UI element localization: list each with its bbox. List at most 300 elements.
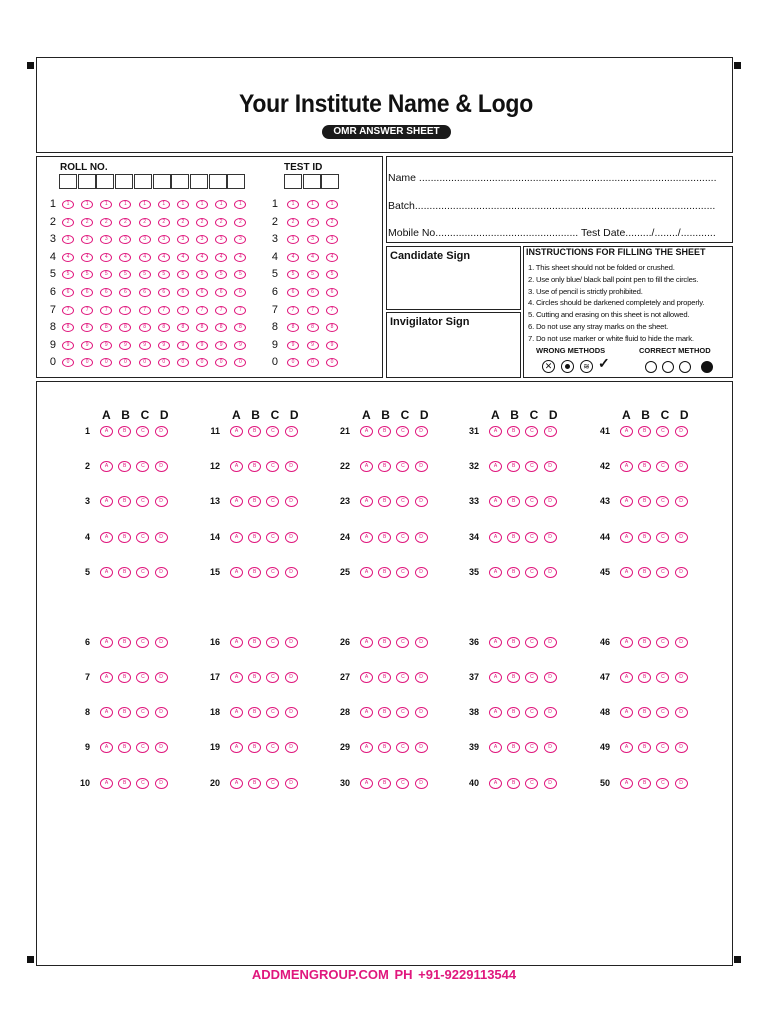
test-id-bubble[interactable]: 4 [326, 253, 338, 262]
test-id-bubble[interactable]: 4 [287, 253, 299, 262]
answer-bubble[interactable]: A [489, 532, 502, 543]
answer-bubble[interactable]: B [638, 742, 651, 753]
roll-bubble[interactable]: 6 [196, 288, 208, 297]
answer-bubble[interactable]: B [248, 637, 261, 648]
answer-bubble[interactable]: C [266, 496, 279, 507]
answer-bubble[interactable]: A [100, 567, 113, 578]
answer-bubble[interactable]: D [544, 461, 557, 472]
roll-bubble[interactable]: 6 [139, 288, 151, 297]
answer-bubble[interactable]: C [266, 778, 279, 789]
answer-bubble[interactable]: C [656, 672, 669, 683]
answer-bubble[interactable]: D [675, 707, 688, 718]
answer-bubble[interactable]: A [620, 567, 633, 578]
answer-bubble[interactable]: C [656, 461, 669, 472]
test-id-bubble[interactable]: 7 [307, 306, 319, 315]
roll-bubble[interactable]: 9 [119, 341, 131, 350]
test-id-bubble[interactable]: 8 [307, 323, 319, 332]
test-id-bubble[interactable]: 9 [326, 341, 338, 350]
answer-bubble[interactable]: B [378, 778, 391, 789]
roll-bubble[interactable]: 9 [158, 341, 170, 350]
test-id-bubble[interactable]: 4 [307, 253, 319, 262]
roll-bubble[interactable]: 9 [234, 341, 246, 350]
roll-bubble[interactable]: 4 [196, 253, 208, 262]
roll-entry-cell[interactable] [190, 174, 208, 189]
roll-bubble[interactable]: 4 [177, 253, 189, 262]
answer-bubble[interactable]: C [266, 742, 279, 753]
answer-bubble[interactable]: C [136, 778, 149, 789]
roll-bubble[interactable]: 3 [62, 235, 74, 244]
roll-bubble[interactable]: 9 [62, 341, 74, 350]
roll-bubble[interactable]: 1 [100, 200, 112, 209]
answer-bubble[interactable]: A [230, 426, 243, 437]
answer-bubble[interactable]: C [525, 567, 538, 578]
answer-bubble[interactable]: C [266, 461, 279, 472]
answer-bubble[interactable]: C [656, 426, 669, 437]
roll-bubble[interactable]: 2 [234, 218, 246, 227]
answer-bubble[interactable]: D [544, 707, 557, 718]
roll-bubble[interactable]: 0 [177, 358, 189, 367]
roll-bubble[interactable]: 7 [100, 306, 112, 315]
answer-bubble[interactable]: B [507, 672, 520, 683]
answer-bubble[interactable]: C [396, 637, 409, 648]
answer-bubble[interactable]: A [360, 637, 373, 648]
answer-bubble[interactable]: D [675, 637, 688, 648]
answer-bubble[interactable]: A [489, 742, 502, 753]
test-id-bubble[interactable]: 1 [287, 200, 299, 209]
roll-bubble[interactable]: 3 [119, 235, 131, 244]
answer-bubble[interactable]: D [155, 496, 168, 507]
roll-bubble[interactable]: 2 [119, 218, 131, 227]
roll-bubble[interactable]: 2 [158, 218, 170, 227]
roll-bubble[interactable]: 0 [62, 358, 74, 367]
roll-entry-cell[interactable] [209, 174, 227, 189]
answer-bubble[interactable]: A [489, 637, 502, 648]
answer-bubble[interactable]: B [638, 637, 651, 648]
answer-bubble[interactable]: D [544, 742, 557, 753]
roll-bubble[interactable]: 8 [158, 323, 170, 332]
roll-bubble[interactable]: 2 [139, 218, 151, 227]
test-id-bubble[interactable]: 3 [307, 235, 319, 244]
answer-bubble[interactable]: C [266, 707, 279, 718]
roll-bubble[interactable]: 4 [81, 253, 93, 262]
roll-bubble[interactable]: 2 [62, 218, 74, 227]
answer-bubble[interactable]: C [396, 742, 409, 753]
answer-bubble[interactable]: A [620, 426, 633, 437]
answer-bubble[interactable]: A [230, 567, 243, 578]
roll-bubble[interactable]: 1 [139, 200, 151, 209]
roll-bubble[interactable]: 5 [158, 270, 170, 279]
answer-bubble[interactable]: D [675, 426, 688, 437]
answer-bubble[interactable]: D [285, 707, 298, 718]
answer-bubble[interactable]: D [544, 532, 557, 543]
roll-bubble[interactable]: 6 [100, 288, 112, 297]
roll-bubble[interactable]: 1 [158, 200, 170, 209]
roll-bubble[interactable]: 9 [139, 341, 151, 350]
answer-bubble[interactable]: D [285, 567, 298, 578]
answer-bubble[interactable]: B [378, 567, 391, 578]
answer-bubble[interactable]: A [489, 426, 502, 437]
answer-bubble[interactable]: B [507, 426, 520, 437]
roll-bubble[interactable]: 5 [81, 270, 93, 279]
test-id-bubble[interactable]: 0 [307, 358, 319, 367]
roll-entry-cell[interactable] [171, 174, 189, 189]
answer-bubble[interactable]: A [360, 532, 373, 543]
roll-bubble[interactable]: 2 [81, 218, 93, 227]
roll-entry-cell[interactable] [153, 174, 171, 189]
roll-bubble[interactable]: 4 [100, 253, 112, 262]
answer-bubble[interactable]: C [656, 778, 669, 789]
answer-bubble[interactable]: B [507, 778, 520, 789]
test-id-bubble[interactable]: 0 [287, 358, 299, 367]
answer-bubble[interactable]: D [285, 496, 298, 507]
answer-bubble[interactable]: D [544, 567, 557, 578]
roll-bubble[interactable]: 4 [119, 253, 131, 262]
roll-entry-cell[interactable] [115, 174, 133, 189]
answer-bubble[interactable]: C [396, 496, 409, 507]
roll-bubble[interactable]: 2 [100, 218, 112, 227]
batch-field[interactable]: Batch....................................................................................................... [388, 200, 716, 212]
roll-bubble[interactable]: 6 [158, 288, 170, 297]
answer-bubble[interactable]: B [378, 707, 391, 718]
test-id-bubble[interactable]: 6 [287, 288, 299, 297]
roll-bubble[interactable]: 7 [158, 306, 170, 315]
roll-bubble[interactable]: 8 [177, 323, 189, 332]
roll-bubble[interactable]: 7 [62, 306, 74, 315]
answer-bubble[interactable]: D [415, 637, 428, 648]
roll-bubble[interactable]: 3 [158, 235, 170, 244]
roll-bubble[interactable]: 6 [119, 288, 131, 297]
answer-bubble[interactable]: A [100, 742, 113, 753]
test-id-bubble[interactable]: 8 [287, 323, 299, 332]
answer-bubble[interactable]: A [360, 707, 373, 718]
answer-bubble[interactable]: B [248, 426, 261, 437]
answer-bubble[interactable]: B [507, 742, 520, 753]
test-id-entry-cell[interactable] [303, 174, 321, 189]
answer-bubble[interactable]: C [266, 672, 279, 683]
answer-bubble[interactable]: B [638, 567, 651, 578]
answer-bubble[interactable]: C [525, 637, 538, 648]
answer-bubble[interactable]: B [118, 567, 131, 578]
answer-bubble[interactable]: B [378, 496, 391, 507]
roll-bubble[interactable]: 5 [234, 270, 246, 279]
answer-bubble[interactable]: A [620, 707, 633, 718]
roll-bubble[interactable]: 8 [234, 323, 246, 332]
answer-bubble[interactable]: A [100, 707, 113, 718]
answer-bubble[interactable]: A [360, 778, 373, 789]
answer-bubble[interactable]: D [675, 567, 688, 578]
roll-bubble[interactable]: 1 [215, 200, 227, 209]
answer-bubble[interactable]: C [396, 567, 409, 578]
roll-entry-cell[interactable] [134, 174, 152, 189]
test-id-bubble[interactable]: 3 [287, 235, 299, 244]
test-id-bubble[interactable]: 6 [307, 288, 319, 297]
answer-bubble[interactable]: C [656, 567, 669, 578]
answer-bubble[interactable]: A [360, 567, 373, 578]
answer-bubble[interactable]: B [248, 707, 261, 718]
name-field[interactable]: Name ...................................................................................................... [388, 172, 717, 184]
answer-bubble[interactable]: A [230, 742, 243, 753]
answer-bubble[interactable]: C [136, 461, 149, 472]
answer-bubble[interactable]: B [248, 742, 261, 753]
answer-bubble[interactable]: C [136, 496, 149, 507]
answer-bubble[interactable]: D [155, 567, 168, 578]
test-id-bubble[interactable]: 2 [287, 218, 299, 227]
answer-bubble[interactable]: B [507, 496, 520, 507]
answer-bubble[interactable]: D [155, 461, 168, 472]
answer-bubble[interactable]: D [155, 637, 168, 648]
answer-bubble[interactable]: C [136, 532, 149, 543]
answer-bubble[interactable]: C [266, 567, 279, 578]
answer-bubble[interactable]: A [489, 778, 502, 789]
answer-bubble[interactable]: D [415, 461, 428, 472]
test-id-bubble[interactable]: 6 [326, 288, 338, 297]
answer-bubble[interactable]: D [415, 426, 428, 437]
answer-bubble[interactable]: A [489, 496, 502, 507]
answer-bubble[interactable]: D [415, 567, 428, 578]
roll-bubble[interactable]: 1 [196, 200, 208, 209]
answer-bubble[interactable]: A [100, 778, 113, 789]
answer-bubble[interactable]: B [118, 742, 131, 753]
roll-bubble[interactable]: 3 [177, 235, 189, 244]
roll-bubble[interactable]: 7 [139, 306, 151, 315]
roll-bubble[interactable]: 5 [139, 270, 151, 279]
answer-bubble[interactable]: A [360, 496, 373, 507]
answer-bubble[interactable]: B [118, 532, 131, 543]
answer-bubble[interactable]: B [638, 778, 651, 789]
answer-bubble[interactable]: C [525, 707, 538, 718]
roll-bubble[interactable]: 6 [234, 288, 246, 297]
roll-bubble[interactable]: 8 [100, 323, 112, 332]
roll-bubble[interactable]: 5 [196, 270, 208, 279]
answer-bubble[interactable]: D [415, 672, 428, 683]
answer-bubble[interactable]: C [656, 496, 669, 507]
answer-bubble[interactable]: D [675, 532, 688, 543]
roll-bubble[interactable]: 4 [234, 253, 246, 262]
roll-bubble[interactable]: 5 [62, 270, 74, 279]
test-id-bubble[interactable]: 3 [326, 235, 338, 244]
answer-bubble[interactable]: B [118, 496, 131, 507]
answer-bubble[interactable]: B [378, 637, 391, 648]
answer-bubble[interactable]: C [266, 426, 279, 437]
answer-bubble[interactable]: A [360, 461, 373, 472]
roll-bubble[interactable]: 5 [177, 270, 189, 279]
mobile-date-field[interactable]: Mobile No................................................. Test Date........./......../............ [388, 227, 716, 239]
answer-bubble[interactable]: B [248, 461, 261, 472]
answer-bubble[interactable]: C [525, 672, 538, 683]
answer-bubble[interactable]: A [100, 461, 113, 472]
answer-bubble[interactable]: C [136, 742, 149, 753]
roll-bubble[interactable]: 8 [139, 323, 151, 332]
roll-bubble[interactable]: 9 [177, 341, 189, 350]
answer-bubble[interactable]: B [638, 532, 651, 543]
answer-bubble[interactable]: D [285, 461, 298, 472]
test-id-bubble[interactable]: 2 [326, 218, 338, 227]
answer-bubble[interactable]: A [489, 672, 502, 683]
answer-bubble[interactable]: C [525, 532, 538, 543]
roll-bubble[interactable]: 3 [81, 235, 93, 244]
answer-bubble[interactable]: A [230, 461, 243, 472]
test-id-bubble[interactable]: 7 [326, 306, 338, 315]
roll-bubble[interactable]: 3 [100, 235, 112, 244]
answer-bubble[interactable]: B [248, 496, 261, 507]
answer-bubble[interactable]: C [525, 496, 538, 507]
roll-bubble[interactable]: 9 [196, 341, 208, 350]
test-id-bubble[interactable]: 1 [326, 200, 338, 209]
roll-bubble[interactable]: 5 [100, 270, 112, 279]
roll-bubble[interactable]: 5 [215, 270, 227, 279]
roll-bubble[interactable]: 1 [234, 200, 246, 209]
roll-bubble[interactable]: 8 [81, 323, 93, 332]
roll-entry-cell[interactable] [96, 174, 114, 189]
answer-bubble[interactable]: D [544, 637, 557, 648]
answer-bubble[interactable]: B [378, 461, 391, 472]
answer-bubble[interactable]: B [507, 567, 520, 578]
roll-bubble[interactable]: 0 [100, 358, 112, 367]
answer-bubble[interactable]: C [396, 461, 409, 472]
answer-bubble[interactable]: A [100, 672, 113, 683]
test-id-bubble[interactable]: 0 [326, 358, 338, 367]
answer-bubble[interactable]: B [507, 637, 520, 648]
answer-bubble[interactable]: B [638, 426, 651, 437]
roll-entry-cell[interactable] [227, 174, 245, 189]
answer-bubble[interactable]: B [507, 461, 520, 472]
answer-bubble[interactable]: B [378, 426, 391, 437]
answer-bubble[interactable]: B [638, 672, 651, 683]
answer-bubble[interactable]: C [396, 778, 409, 789]
roll-bubble[interactable]: 8 [196, 323, 208, 332]
answer-bubble[interactable]: C [525, 461, 538, 472]
answer-bubble[interactable]: B [118, 426, 131, 437]
roll-bubble[interactable]: 4 [62, 253, 74, 262]
roll-bubble[interactable]: 6 [62, 288, 74, 297]
roll-bubble[interactable]: 8 [215, 323, 227, 332]
test-id-bubble[interactable]: 2 [307, 218, 319, 227]
answer-bubble[interactable]: C [656, 707, 669, 718]
test-id-bubble[interactable]: 5 [307, 270, 319, 279]
answer-bubble[interactable]: C [136, 672, 149, 683]
answer-bubble[interactable]: C [656, 637, 669, 648]
test-id-entry-cell[interactable] [284, 174, 302, 189]
answer-bubble[interactable]: D [675, 742, 688, 753]
answer-bubble[interactable]: A [100, 532, 113, 543]
test-id-bubble[interactable]: 1 [307, 200, 319, 209]
roll-bubble[interactable]: 7 [196, 306, 208, 315]
answer-bubble[interactable]: A [230, 637, 243, 648]
answer-bubble[interactable]: B [378, 742, 391, 753]
answer-bubble[interactable]: D [285, 426, 298, 437]
answer-bubble[interactable]: B [118, 637, 131, 648]
answer-bubble[interactable]: B [118, 707, 131, 718]
roll-bubble[interactable]: 4 [158, 253, 170, 262]
answer-bubble[interactable]: D [544, 426, 557, 437]
answer-bubble[interactable]: A [100, 426, 113, 437]
answer-bubble[interactable]: C [396, 426, 409, 437]
roll-bubble[interactable]: 1 [81, 200, 93, 209]
answer-bubble[interactable]: A [620, 637, 633, 648]
answer-bubble[interactable]: D [675, 496, 688, 507]
answer-bubble[interactable]: B [118, 672, 131, 683]
answer-bubble[interactable]: D [155, 742, 168, 753]
answer-bubble[interactable]: A [620, 496, 633, 507]
answer-bubble[interactable]: A [620, 778, 633, 789]
roll-bubble[interactable]: 1 [119, 200, 131, 209]
roll-bubble[interactable]: 1 [177, 200, 189, 209]
answer-bubble[interactable]: C [525, 778, 538, 789]
answer-bubble[interactable]: A [230, 707, 243, 718]
test-id-bubble[interactable]: 5 [326, 270, 338, 279]
roll-bubble[interactable]: 3 [196, 235, 208, 244]
answer-bubble[interactable]: D [415, 496, 428, 507]
answer-bubble[interactable]: A [620, 461, 633, 472]
roll-bubble[interactable]: 0 [158, 358, 170, 367]
answer-bubble[interactable]: B [507, 532, 520, 543]
roll-bubble[interactable]: 0 [234, 358, 246, 367]
answer-bubble[interactable]: B [248, 672, 261, 683]
answer-bubble[interactable]: A [100, 496, 113, 507]
roll-entry-cell[interactable] [78, 174, 96, 189]
roll-entry-cell[interactable] [59, 174, 77, 189]
roll-bubble[interactable]: 2 [215, 218, 227, 227]
answer-bubble[interactable]: A [620, 742, 633, 753]
test-id-bubble[interactable]: 5 [287, 270, 299, 279]
roll-bubble[interactable]: 8 [119, 323, 131, 332]
roll-bubble[interactable]: 3 [139, 235, 151, 244]
answer-bubble[interactable]: B [118, 778, 131, 789]
answer-bubble[interactable]: B [248, 532, 261, 543]
answer-bubble[interactable]: D [285, 778, 298, 789]
roll-bubble[interactable]: 6 [215, 288, 227, 297]
test-id-bubble[interactable]: 7 [287, 306, 299, 315]
answer-bubble[interactable]: D [415, 742, 428, 753]
answer-bubble[interactable]: A [360, 426, 373, 437]
roll-bubble[interactable]: 7 [234, 306, 246, 315]
roll-bubble[interactable]: 0 [139, 358, 151, 367]
answer-bubble[interactable]: B [507, 707, 520, 718]
test-id-bubble[interactable]: 8 [326, 323, 338, 332]
answer-bubble[interactable]: A [230, 496, 243, 507]
answer-bubble[interactable]: D [544, 496, 557, 507]
answer-bubble[interactable]: C [525, 426, 538, 437]
answer-bubble[interactable]: A [620, 532, 633, 543]
answer-bubble[interactable]: B [248, 567, 261, 578]
answer-bubble[interactable]: B [118, 461, 131, 472]
roll-bubble[interactable]: 2 [196, 218, 208, 227]
answer-bubble[interactable]: C [396, 672, 409, 683]
roll-bubble[interactable]: 3 [234, 235, 246, 244]
roll-bubble[interactable]: 7 [177, 306, 189, 315]
answer-bubble[interactable]: A [489, 567, 502, 578]
roll-bubble[interactable]: 7 [81, 306, 93, 315]
roll-bubble[interactable]: 0 [196, 358, 208, 367]
answer-bubble[interactable]: D [285, 637, 298, 648]
answer-bubble[interactable]: A [360, 742, 373, 753]
answer-bubble[interactable]: A [230, 778, 243, 789]
roll-bubble[interactable]: 0 [81, 358, 93, 367]
answer-bubble[interactable]: A [489, 707, 502, 718]
answer-bubble[interactable]: A [489, 461, 502, 472]
answer-bubble[interactable]: C [136, 567, 149, 578]
answer-bubble[interactable]: D [544, 778, 557, 789]
roll-bubble[interactable]: 9 [81, 341, 93, 350]
answer-bubble[interactable]: C [396, 532, 409, 543]
answer-bubble[interactable]: A [230, 672, 243, 683]
answer-bubble[interactable]: D [155, 778, 168, 789]
answer-bubble[interactable]: C [656, 532, 669, 543]
answer-bubble[interactable]: D [155, 707, 168, 718]
answer-bubble[interactable]: B [378, 532, 391, 543]
roll-bubble[interactable]: 7 [215, 306, 227, 315]
answer-bubble[interactable]: B [638, 707, 651, 718]
